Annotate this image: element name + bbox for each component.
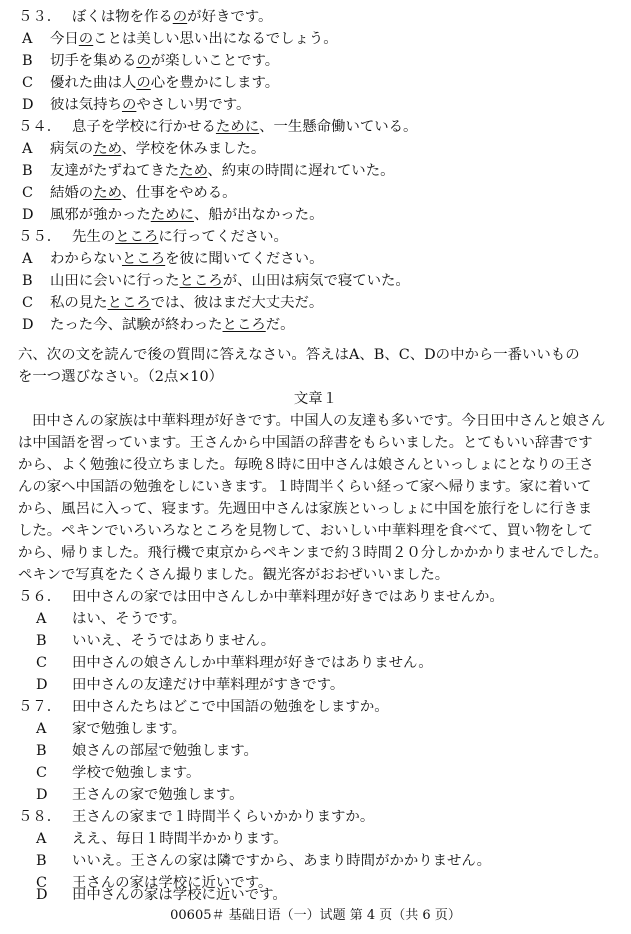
option-label: C	[22, 295, 34, 311]
option-58-d	[0, 884, 631, 906]
option-label: D	[22, 97, 34, 113]
option-55-a: A わからないところを彼に聞いてください。	[0, 248, 631, 270]
question-number: ５８．	[18, 809, 62, 825]
option-label: C	[22, 75, 34, 91]
underlined-word: ため	[93, 185, 122, 201]
passage-line: 田中さんの家族は中華料理が好きです。中国人の友達も多いです。今日田中さんと娘さん	[32, 413, 606, 429]
passage-line: から、よく勉強に役立ちました。毎晩８時に田中さんは娘さんといっしょにとなりの王さ	[18, 457, 594, 473]
underlined-word: ところ	[179, 273, 223, 289]
underlined-word: の	[121, 97, 137, 113]
underlined-word: ために	[150, 207, 194, 223]
option-label: B	[22, 53, 33, 69]
passage-line: ペキンで写真をたくさん撮りました。観光客がおおぜいいました。	[18, 567, 450, 583]
underlined-word: の	[78, 31, 94, 47]
question-stem: 田中さんたちはどこで中国語の勉強をしますか。	[72, 699, 389, 715]
option-text: 娘さんの部屋で勉強します。	[72, 743, 258, 759]
question-55	[0, 226, 631, 248]
option-text: はい、そうです。	[72, 611, 186, 627]
question-58	[0, 806, 631, 828]
option-53-a: A 今日のことは美しい思い出になるでしょう。	[0, 28, 631, 50]
option-label: A	[36, 831, 47, 847]
option-text: 家で勉強します。	[72, 721, 186, 737]
option-54-d: D 風邪が強かったために、船が出なかった。	[0, 204, 631, 226]
option-label: A	[22, 141, 33, 157]
question-57	[0, 696, 631, 718]
option-label: B	[36, 743, 47, 759]
question-53	[0, 6, 631, 28]
option-55-b: B 山田に会いに行ったところが、山田は病気で寝ていた。	[0, 270, 631, 292]
option-label: C	[36, 875, 48, 891]
question-stem: 先生のところに行ってください。	[72, 229, 288, 245]
option-label: C	[36, 765, 48, 781]
question-number: ５６．	[18, 589, 62, 605]
option-label: C	[36, 655, 48, 671]
option-55-c: C 私の見たところでは、彼はまだ大丈夫だ。	[0, 292, 631, 314]
section-instruction-2: を一つ選びなさい。（2点×10）	[18, 369, 224, 385]
option-54-c: C 結婚のため、仕事をやめる。	[0, 182, 631, 204]
option-text: 王さんの家は学校に近いです。	[72, 875, 273, 891]
question-stem: ぼくは物を作るのが好きです。	[72, 9, 273, 25]
option-57-d	[0, 784, 631, 806]
underlined-word: ところ	[115, 229, 159, 245]
option-53-d: D 彼は気持ちのやさしい男です。	[0, 94, 631, 116]
option-57-a	[0, 718, 631, 740]
option-text: 田中さんの娘さんしか中華料理が好きではありません。	[72, 655, 433, 671]
option-text: いいえ。王さんの家は隣ですから、あまり時間がかかりません。	[72, 853, 492, 869]
question-stem: 田中さんの家では田中さんしか中華料理が好きではありませんか。	[72, 589, 504, 605]
passage-line: んの家へ中国語の勉強をしにいきます。１時間半くらい経って家へ帰ります。家に着いて	[18, 479, 592, 495]
option-53-c: C 優れた曲は人の心を豊かにします。	[0, 72, 631, 94]
section-instruction: 六、次の文を読んで後の質問に答えなさい。答えはA、B、C、Dの中から一番いいもの	[18, 347, 580, 363]
underlined-word: の	[136, 75, 151, 91]
underlined-word: ため	[93, 141, 122, 157]
option-text: ええ、毎日１時間半かかります。	[72, 831, 288, 847]
question-number: ５５．	[18, 229, 62, 245]
option-text: 学校で勉強します。	[72, 765, 201, 781]
option-label: D	[36, 677, 48, 693]
underlined-word: ために	[215, 119, 260, 135]
underlined-word: ところ	[121, 251, 166, 267]
option-57-c	[0, 762, 631, 784]
option-label: A	[36, 611, 47, 627]
underlined-word: ため	[179, 163, 208, 179]
option-text: いいえ、そうではありません。	[72, 633, 276, 649]
question-54	[0, 116, 631, 138]
option-54-a: A 病気のため、学校を休みました。	[0, 138, 631, 160]
question-number: ５３．	[18, 9, 62, 25]
underlined-word: の	[172, 9, 188, 25]
option-55-d: D たった今、試験が終わったところだ。	[0, 314, 631, 336]
option-58-a	[0, 828, 631, 850]
question-stem: 息子を学校に行かせるために、一生懸命働いている。	[72, 119, 418, 135]
question-56	[0, 586, 631, 608]
passage-line: から、風呂に入って、寝ます。先週田中さんは家族といっしょに中国を旅行をしに行きま	[18, 501, 593, 517]
option-text: 田中さんの友達だけ中華料理がすきです。	[72, 677, 345, 693]
question-number: ５４．	[18, 119, 62, 135]
option-label: A	[22, 251, 33, 267]
passage-line: から、帰りました。飛行機で東京からペキンまで約３時間２０分しかかかりませんでした。	[18, 545, 608, 561]
underlined-word: の	[136, 53, 151, 69]
question-number: ５７．	[18, 699, 62, 715]
underlined-word: ところ	[107, 295, 151, 311]
option-label: B	[22, 273, 33, 289]
option-label: B	[36, 633, 47, 649]
option-label: C	[22, 185, 34, 201]
page-footer: 00605＃ 基础日语（一）试题 第 4 页（共 6 页）	[170, 908, 461, 923]
option-56-c	[0, 652, 631, 674]
option-56-b	[0, 630, 631, 652]
reading-passage	[18, 410, 618, 586]
option-label: A	[36, 721, 47, 737]
passage-line: した。ペキンでいろいろなところを見物して、おいしい中華料理を食べて、買い物をして	[18, 523, 593, 539]
option-label: D	[36, 787, 48, 803]
option-53-b: B 切手を集めるのが楽しいことです。	[0, 50, 631, 72]
option-label: A	[22, 31, 33, 47]
option-label: D	[36, 887, 48, 903]
option-label: B	[22, 163, 33, 179]
option-label: B	[36, 853, 47, 869]
option-label: D	[22, 317, 34, 333]
passage-title: 文章１	[293, 391, 338, 407]
option-56-d	[0, 674, 631, 696]
option-57-b	[0, 740, 631, 762]
option-54-b: B 友達がたずねてきたため、約束の時間に遅れていた。	[0, 160, 631, 182]
option-text: 田中さんの家は学校に近いです。	[72, 887, 287, 903]
option-label: D	[22, 207, 34, 223]
passage-line: は中国語を習っています。王さんから中国語の辞書をもらいました。とてもいい辞書です	[18, 435, 593, 451]
option-56-a	[0, 608, 631, 630]
question-stem: 王さんの家まで１時間半くらいかかりますか。	[72, 809, 375, 825]
underlined-word: ところ	[222, 317, 266, 333]
option-58-b	[0, 850, 631, 872]
option-text: 王さんの家で勉強します。	[72, 787, 244, 803]
